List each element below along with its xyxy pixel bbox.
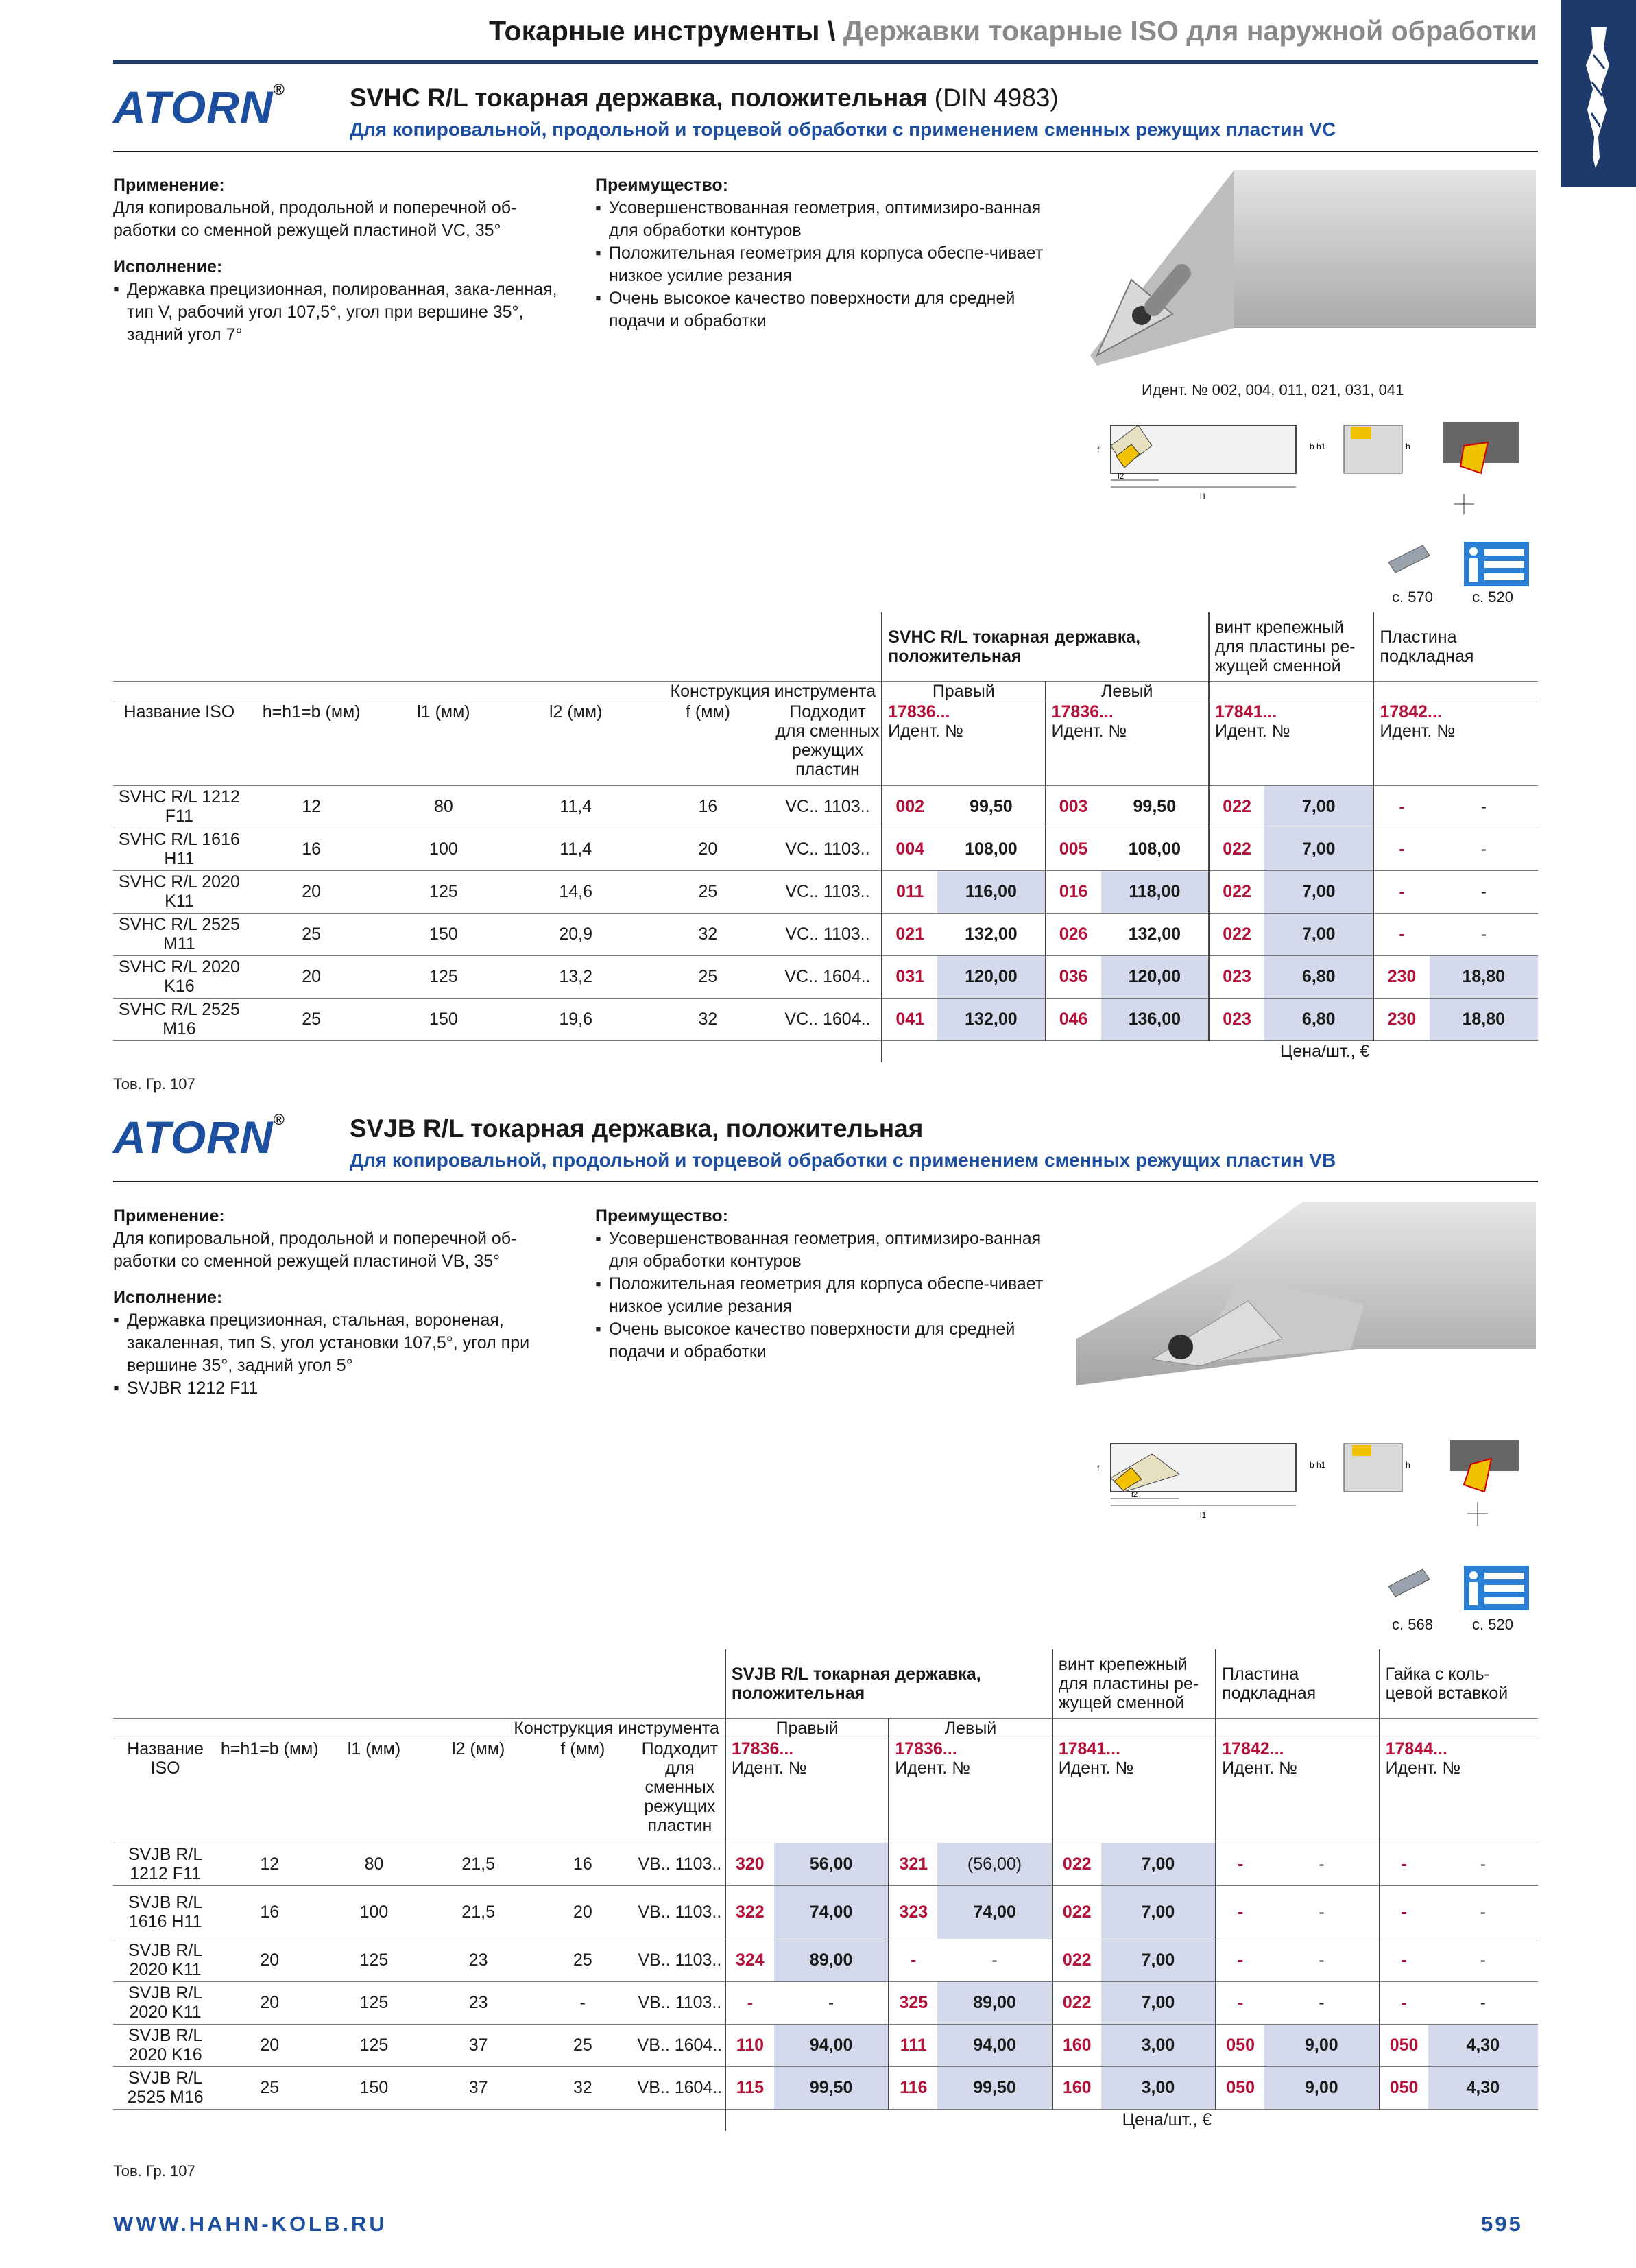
section1-page-ref-info[interactable]: с. 520 xyxy=(1472,588,1513,606)
svg-text:h: h xyxy=(1406,442,1410,451)
section2-spec-table xyxy=(113,1649,1538,2131)
section2-title: SVJB R/L токарная державка, положительная xyxy=(350,1114,924,1143)
t2-group-holder: SVJB R/L токарная державка, положительная xyxy=(725,1649,1052,1718)
svg-text:l1: l1 xyxy=(1200,492,1207,501)
section2-advantages: Преимущество: ▪ Усовершенствованная геометрия, оптимизиро-ванная для обработки контуров ▪ Положительная геометрия для корпуса обеспе-чивает низкое усилие резания ▪ Очень высокое качество поверхности для средней подачи и обработки xyxy=(595,1205,1048,1363)
table-row: SVHC R/L 1616 H11 16 100 11,4 20 VC.. 1103.. 004 108,00 005 108,00 022 7,00 - - xyxy=(113,828,1538,870)
t2-col-l1: l1 (мм) xyxy=(322,1739,426,1843)
tool-drawing-svjb xyxy=(1076,1437,1543,1540)
section2-subtitle: Для копировальной, продольной и торцевой обработки с применением сменных режущих пластин VB xyxy=(350,1149,1336,1171)
brand-logo-2: ATORN® xyxy=(113,1111,285,1162)
svg-text:l1: l1 xyxy=(1200,1510,1207,1520)
section1-rule xyxy=(113,151,1538,152)
footer-url-link[interactable]: WWW.HAHN-KOLB.RU xyxy=(113,2212,387,2236)
t1-col-l2: l2 (мм) xyxy=(509,702,642,785)
section1-goods-group: Тов. Гр. 107 xyxy=(113,1075,195,1093)
t2-price-note: Цена/шт., € xyxy=(725,2109,1216,2131)
svg-text:b h1: b h1 xyxy=(1310,442,1326,451)
info-list-icon-2 xyxy=(1464,1566,1529,1610)
info-list-icon xyxy=(1464,542,1529,586)
t2-group-plate: Пластина подкладная xyxy=(1216,1649,1379,1718)
section2-rule xyxy=(113,1181,1538,1182)
t2-left: Левый xyxy=(889,1718,1052,1739)
header-sub: Державки токарные ISO для наружной обработки xyxy=(843,15,1537,47)
svg-text:b h1: b h1 xyxy=(1310,1460,1326,1470)
t1-col-h: h=h1=b (мм) xyxy=(245,702,378,785)
section1-spec-table xyxy=(113,612,1538,1062)
t1-group-screw: винт крепежный для пластины ре-жущей сменной xyxy=(1209,612,1373,681)
section2-page-ref-insert[interactable]: с. 568 xyxy=(1392,1616,1433,1633)
drill-icon xyxy=(1561,0,1636,187)
t2-code-nut: 17844... Идент. № xyxy=(1380,1739,1538,1843)
t2-code-screw: 17841... Идент. № xyxy=(1052,1739,1216,1843)
tool-drawing-svhc xyxy=(1076,418,1543,521)
chapter-tab xyxy=(1561,0,1636,187)
t1-code-plate: 17842... Идент. № xyxy=(1373,702,1538,785)
t1-col-l1: l1 (мм) xyxy=(378,702,510,785)
header-rule xyxy=(113,60,1538,64)
t2-right: Правый xyxy=(725,1718,889,1739)
t1-rows xyxy=(113,785,1538,1062)
section1-ident-caption: Идент. № 002, 004, 011, 021, 031, 041 xyxy=(1142,381,1404,398)
table-row: SVHC R/L 1212 F11 12 80 11,4 16 VC.. 1103.. 002 99,50 003 99,50 022 7,00 - - xyxy=(113,785,1538,828)
t2-col-l2: l2 (мм) xyxy=(426,1739,531,1843)
header-separator: \ xyxy=(827,15,836,47)
table-row: SVJB R/L 2020 K11 20 125 23 - VB.. 1103.. - - 325 89,00 022 7,00 - - - - xyxy=(113,1981,1538,2024)
page-header-title xyxy=(0,15,1537,47)
tool-photo-svjb xyxy=(1076,1202,1536,1387)
t1-left: Левый xyxy=(1046,681,1209,702)
svg-text:h: h xyxy=(1406,1460,1410,1470)
section1-application: Применение: Для копировальной, продольной и поперечной об-работки со сменной режущей пластиной VC, 35° Исполнение: ▪ Державка прецизионная, полированная, зака-ленная, тип V, рабочий угол 107,5°, угол при вершине 35°, задний угол 7° xyxy=(113,174,579,346)
t1-construction: Конструкция инструмента xyxy=(113,681,882,702)
t2-col-f: f (мм) xyxy=(531,1739,635,1843)
t2-construction: Конструкция инструмента xyxy=(113,1718,725,1739)
t1-code-left: 17836... Идент. № xyxy=(1046,702,1209,785)
svg-text:f: f xyxy=(1097,1464,1100,1473)
t1-col-f: f (мм) xyxy=(642,702,774,785)
t2-col-fit: Подходит для сменных режущих пластин xyxy=(635,1739,725,1843)
table-row: SVJB R/L 1212 F11 12 80 21,5 16 VB.. 1103.. 320 56,00 321 (56,00) 022 7,00 - - - - xyxy=(113,1843,1538,1885)
section2-page-ref-info[interactable]: с. 520 xyxy=(1472,1616,1513,1633)
brand-logo: ATORN® xyxy=(113,81,285,132)
t1-price-note: Цена/шт., € xyxy=(882,1040,1373,1062)
section1-advantages: Преимущество: ▪ Усовершенствованная геометрия, оптимизиро-ванная для обработки контуров ▪ Положительная геометрия для корпуса обеспе-чивает низкое усилие резания ▪ Очень высокое качество поверхности для средней подачи и обработки xyxy=(595,174,1048,333)
t1-right: Правый xyxy=(882,681,1045,702)
section1-subtitle: Для копировальной, продольной и торцевой обработки с применением сменных режущих пластин VC xyxy=(350,119,1336,140)
t2-group-screw: винт крепежный для пластины ре-жущей сменной xyxy=(1052,1649,1216,1718)
svg-text:f: f xyxy=(1097,445,1100,455)
table-row: SVHC R/L 2525 M16 25 150 19,6 32 VC.. 1604.. 041 132,00 046 136,00 023 6,80 230 18,80 xyxy=(113,998,1538,1040)
svg-text:l2: l2 xyxy=(1131,1490,1138,1499)
section2-goods-group: Тов. Гр. 107 xyxy=(113,2162,195,2180)
table-row: SVHC R/L 2020 K16 20 125 13,2 25 VC.. 1604.. 031 120,00 036 120,00 023 6,80 230 18,80 xyxy=(113,955,1538,998)
table-row: SVJB R/L 2020 K16 20 125 37 25 VB.. 1604.. 110 94,00 111 94,00 160 3,00 050 9,00 050 4,30 xyxy=(113,2024,1538,2066)
t2-code-right: 17836... Идент. № xyxy=(725,1739,889,1843)
svg-text:l2: l2 xyxy=(1118,471,1124,481)
section1-title: SVHC R/L токарная державка, положительная (DIN 4983) xyxy=(350,84,1059,112)
tool-photo-svhc xyxy=(1076,170,1536,369)
table-row: SVJB R/L 1616 H11 16 100 21,5 20 VB.. 1103.. 322 74,00 323 74,00 022 7,00 - - - - xyxy=(113,1885,1538,1939)
t1-code-screw: 17841... Идент. № xyxy=(1209,702,1373,785)
table-row: SVHC R/L 2525 M11 25 150 20,9 32 VC.. 1103.. 021 132,00 026 132,00 022 7,00 - - xyxy=(113,913,1538,955)
t2-code-plate: 17842... Идент. № xyxy=(1216,1739,1379,1843)
page-number: 595 xyxy=(1481,2212,1523,2236)
t2-col-h: h=h1=b (мм) xyxy=(217,1739,322,1843)
t2-col-name: Название ISO xyxy=(113,1739,217,1843)
table-row: SVHC R/L 2020 K11 20 125 14,6 25 VC.. 1103.. 011 116,00 016 118,00 022 7,00 - - xyxy=(113,870,1538,913)
section2-application: Применение: Для копировальной, продольной и поперечной об-работки со сменной режущей пластиной VB, 35° Исполнение: ▪ Державка прецизионная, стальная, вороненая, закаленная, тип S, угол установки 107,5°, угол при вершине 35°, задний угол 5° ▪ SVJBR 1212 F11 xyxy=(113,1205,579,1400)
t1-group-plate: Пластина подкладная xyxy=(1373,612,1538,681)
insert-icon xyxy=(1385,542,1433,576)
t2-group-nut: Гайка с коль-цевой вставкой xyxy=(1380,1649,1538,1718)
section1-page-ref-insert[interactable]: с. 570 xyxy=(1392,588,1433,606)
t1-col-fit: Подходит для сменных режущих пластин xyxy=(774,702,882,785)
t1-code-right: 17836... Идент. № xyxy=(882,702,1045,785)
t2-code-left: 17836... Идент. № xyxy=(889,1739,1052,1843)
table-row: SVJB R/L 2020 K11 20 125 23 25 VB.. 1103.. 324 89,00 - - 022 7,00 - - - - xyxy=(113,1939,1538,1981)
t1-group-holder: SVHC R/L токарная державка, положительная xyxy=(882,612,1209,681)
t2-rows xyxy=(113,1843,1538,2131)
t1-col-name: Название ISO xyxy=(113,702,245,785)
insert-icon-2 xyxy=(1385,1566,1433,1600)
table-row: SVJB R/L 2525 M16 25 150 37 32 VB.. 1604.. 115 99,50 116 99,50 160 3,00 050 9,00 050 4,30 xyxy=(113,2066,1538,2109)
header-main: Токарные инструменты xyxy=(489,15,820,47)
